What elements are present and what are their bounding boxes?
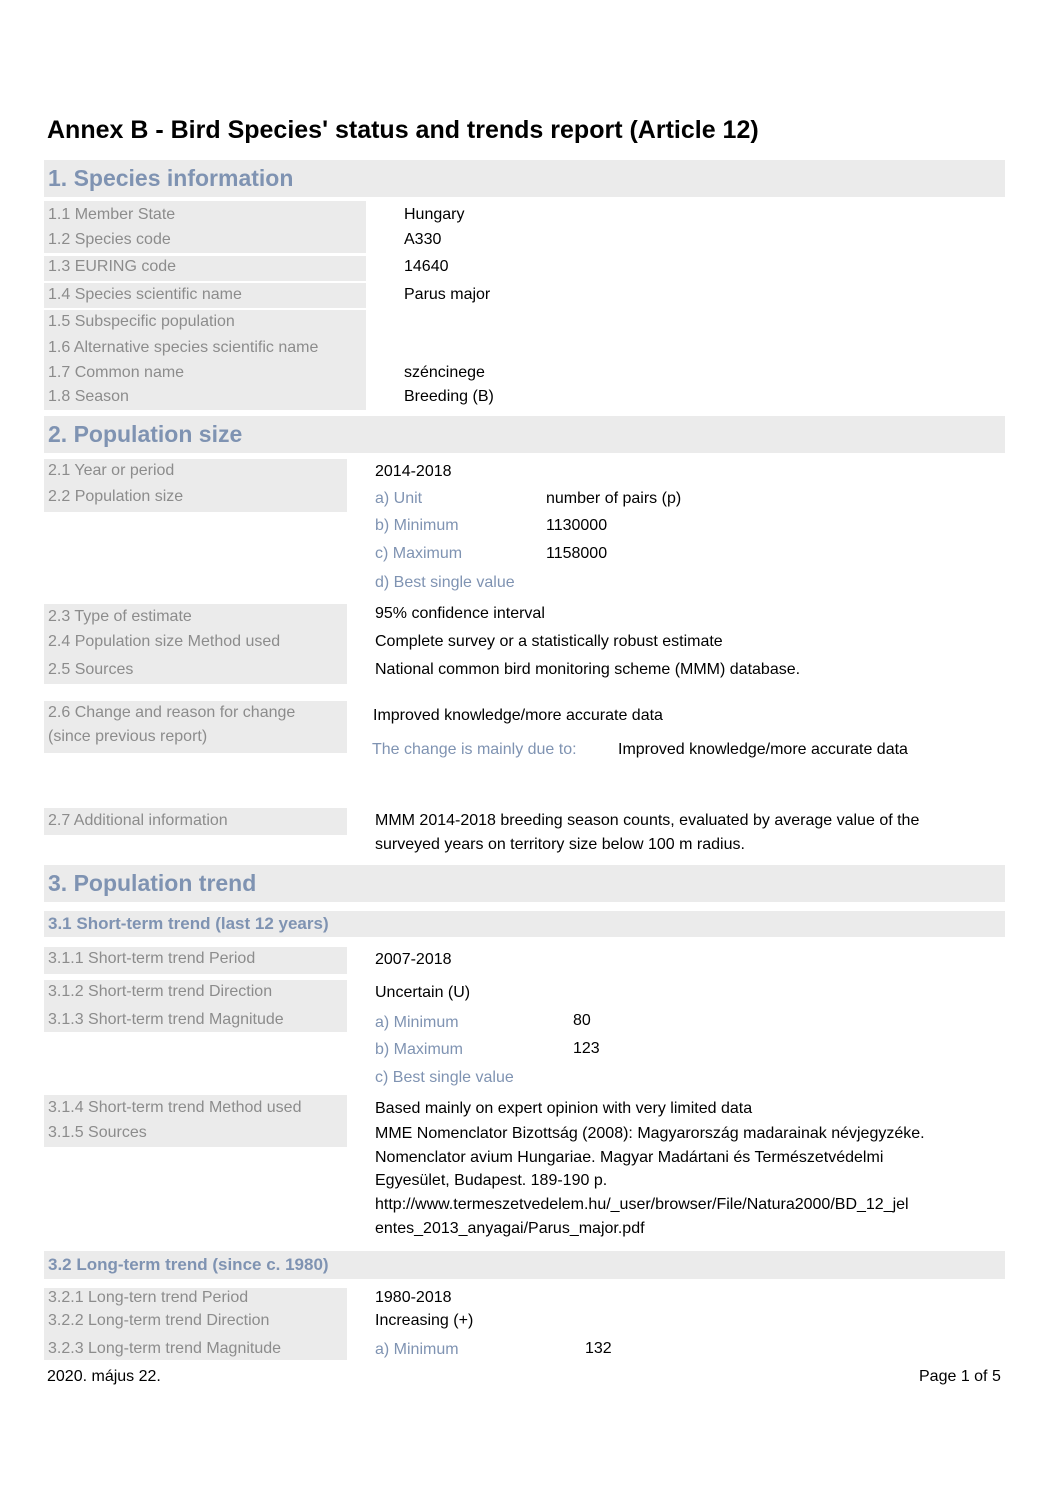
field-label-population-size: 2.2 Population size xyxy=(48,488,184,505)
field-value-short-sources-line1: MME Nomenclator Bizottság (2008): Magyarország madarainak névjegyzéke. xyxy=(375,1125,925,1142)
field-value-type-of-estimate: 95% confidence interval xyxy=(375,605,545,622)
field-label-long-magnitude: 3.2.3 Long-term trend Magnitude xyxy=(48,1340,282,1357)
field-label-scientific-name: 1.4 Species scientific name xyxy=(48,286,242,303)
field-label-type-of-estimate: 2.3 Type of estimate xyxy=(48,608,192,625)
sub-label-change-due: The change is mainly due to: xyxy=(372,741,577,758)
field-value-method: Complete survey or a statistically robust estimate xyxy=(375,633,723,650)
field-value-long-period: 1980-2018 xyxy=(375,1289,452,1306)
field-label-change-since: (since previous report) xyxy=(48,728,208,745)
field-value-short-sources-line5[interactable]: entes_2013_anyagai/Parus_major.pdf xyxy=(375,1220,645,1237)
sub-label-minimum: b) Minimum xyxy=(375,517,459,534)
field-value-additional-info-line2: surveyed years on territory size below 100 m radius. xyxy=(375,836,745,853)
sub-label-unit: a) Unit xyxy=(375,490,423,507)
field-label-short-direction: 3.1.2 Short-term trend Direction xyxy=(48,983,273,1000)
page-title: Annex B - Bird Species' status and trends report (Article 12) xyxy=(47,116,759,144)
field-label-common-name: 1.7 Common name xyxy=(48,364,185,381)
sub-value-change-due: Improved knowledge/more accurate data xyxy=(618,741,908,758)
field-value-change: Improved knowledge/more accurate data xyxy=(373,707,663,724)
field-value-additional-info-line1: MMM 2014-2018 breeding season counts, evaluated by average value of the xyxy=(375,812,920,829)
sub-label-best-value: d) Best single value xyxy=(375,574,515,591)
field-label-short-sources: 3.1.5 Sources xyxy=(48,1124,147,1141)
field-value-short-sources-line4[interactable]: http://www.termeszetvedelem.hu/_user/browser/File/Natura2000/BD_12_jel xyxy=(375,1196,909,1213)
sub-value-short-minimum: 80 xyxy=(573,1012,591,1029)
field-value-long-direction: Increasing (+) xyxy=(375,1312,474,1329)
sub-value-long-minimum: 132 xyxy=(585,1340,612,1357)
field-label-season: 1.8 Season xyxy=(48,388,129,405)
field-value-short-sources-line2: Nomenclator avium Hungariae. Magyar Madártani és Természetvédelmi xyxy=(375,1149,884,1166)
sub-label-maximum: c) Maximum xyxy=(375,545,463,562)
field-value-short-period: 2007-2018 xyxy=(375,951,452,968)
subsection-heading-short-term: 3.1 Short-term trend (last 12 years) xyxy=(44,911,1005,937)
section-heading-population-trend: 3. Population trend xyxy=(44,865,1005,902)
field-label-sources: 2.5 Sources xyxy=(48,661,134,678)
field-value-short-method: Based mainly on expert opinion with very limited data xyxy=(375,1100,753,1117)
field-value-euring-code: 14640 xyxy=(404,258,449,275)
footer-date: 2020. május 22. xyxy=(47,1368,161,1385)
field-label-member-state: 1.1 Member State xyxy=(48,206,176,223)
field-label-short-period: 3.1.1 Short-term trend Period xyxy=(48,950,256,967)
sub-label-short-maximum: b) Maximum xyxy=(375,1041,464,1058)
field-value-species-code: A330 xyxy=(404,231,442,248)
field-value-scientific-name: Parus major xyxy=(404,286,491,303)
field-label-method: 2.4 Population size Method used xyxy=(48,633,281,650)
field-label-short-method: 3.1.4 Short-term trend Method used xyxy=(48,1099,302,1116)
field-value-short-direction: Uncertain (U) xyxy=(375,984,471,1001)
field-label-species-code: 1.2 Species code xyxy=(48,231,171,248)
field-label-change: 2.6 Change and reason for change xyxy=(48,704,296,721)
field-label-alternative-name: 1.6 Alternative species scientific name xyxy=(48,339,319,356)
sub-value-minimum: 1130000 xyxy=(546,517,608,534)
field-value-short-sources-line3: Egyesület, Budapest. 189-190 p. xyxy=(375,1172,608,1189)
field-value-common-name: széncinege xyxy=(404,364,485,381)
sub-label-long-minimum: a) Minimum xyxy=(375,1341,459,1358)
field-value-year: 2014-2018 xyxy=(375,463,452,480)
field-value-member-state: Hungary xyxy=(404,206,465,223)
field-label-subspecific-population: 1.5 Subspecific population xyxy=(48,313,235,330)
footer-page-number: Page 1 of 5 xyxy=(919,1368,1001,1385)
field-label-additional-info: 2.7 Additional information xyxy=(48,812,228,829)
subsection-heading-long-term: 3.2 Long-term trend (since c. 1980) xyxy=(44,1251,1005,1279)
field-value-season: Breeding (B) xyxy=(404,388,494,405)
section-heading-species-information: 1. Species information xyxy=(44,160,1005,197)
sub-value-maximum: 1158000 xyxy=(546,545,608,562)
field-label-long-direction: 3.2.2 Long-term trend Direction xyxy=(48,1312,270,1329)
field-value-sources: National common bird monitoring scheme (MMM) database. xyxy=(375,661,801,678)
field-label-euring-code: 1.3 EURING code xyxy=(48,258,177,275)
sub-value-unit: number of pairs (p) xyxy=(546,490,682,507)
field-label-short-magnitude: 3.1.3 Short-term trend Magnitude xyxy=(48,1011,284,1028)
sub-label-short-minimum: a) Minimum xyxy=(375,1014,459,1031)
field-label-long-period: 3.2.1 Long-tern trend Period xyxy=(48,1289,249,1306)
section-heading-population-size: 2. Population size xyxy=(44,416,1005,453)
field-label-year: 2.1 Year or period xyxy=(48,462,175,479)
sub-label-short-best: c) Best single value xyxy=(375,1069,514,1086)
sub-value-short-maximum: 123 xyxy=(573,1040,600,1057)
